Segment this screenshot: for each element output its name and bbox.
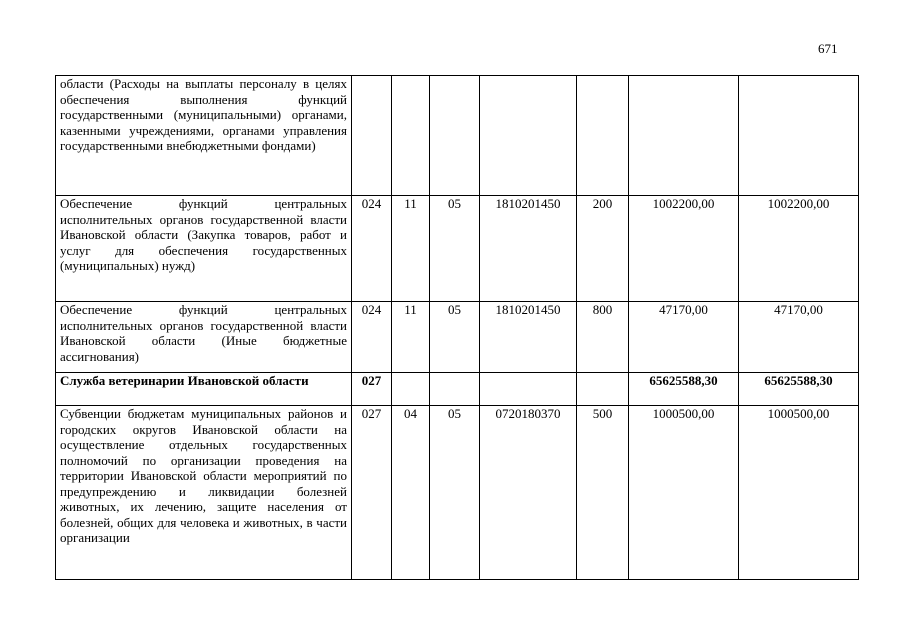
expense-type [577,76,629,196]
amount-year-1 [629,76,739,196]
section-code: 11 [392,196,430,302]
section-code: 04 [392,406,430,580]
expense-type: 500 [577,406,629,580]
budget-table [55,75,859,580]
section-code [392,76,430,196]
amount-year-2: 47170,00 [739,302,859,373]
expense-type: 800 [577,302,629,373]
subsection-code [430,76,480,196]
section-code: 11 [392,302,430,373]
amount-year-1: 47170,00 [629,302,739,373]
row-description: Служба ветеринарии Ивановской области [56,373,352,406]
table-row [56,76,859,196]
ministry-code: 027 [352,406,392,580]
target-article [480,76,577,196]
table-row [56,373,859,406]
subsection-code [430,373,480,406]
page-number: 671 [818,41,838,56]
amount-year-2: 1002200,00 [739,196,859,302]
amount-year-1: 65625588,30 [629,373,739,406]
target-article: 0720180370 [480,406,577,580]
row-description: области (Расходы на выплаты персоналу в целях обеспечения выполнения функций государственными (муниципальными) органами, казенными учреждениями, органами управления государственными внебюджетными фондами) [56,76,352,196]
table-row [56,406,859,580]
ministry-code: 027 [352,373,392,406]
ministry-code: 024 [352,302,392,373]
target-article: 1810201450 [480,196,577,302]
expense-type: 200 [577,196,629,302]
row-description: Обеспечение функций центральных исполнительных органов государственной власти Ивановской области (Закупка товаров, работ и услуг для обеспечения государственных (муниципальных) нужд) [56,196,352,302]
ministry-code: 024 [352,196,392,302]
amount-year-2: 65625588,30 [739,373,859,406]
table-row [56,196,859,302]
amount-year-2 [739,76,859,196]
row-description: Обеспечение функций центральных исполнительных органов государственной власти Ивановской области (Иные бюджетные ассигнования) [56,302,352,373]
subsection-code: 05 [430,196,480,302]
section-code [392,373,430,406]
ministry-code [352,76,392,196]
amount-year-1: 1000500,00 [629,406,739,580]
amount-year-2: 1000500,00 [739,406,859,580]
row-description: Субвенции бюджетам муниципальных районов и городских округов Ивановской области на осуществление отдельных государственных полномочий по организации проведения на территории Ивановской области мероприятий по предупреждению и ликвидации болезней животных, их лечению, защите населения от болезней, общих для человека и животных, в части организации [56,406,352,580]
amount-year-1: 1002200,00 [629,196,739,302]
target-article: 1810201450 [480,302,577,373]
target-article [480,373,577,406]
subsection-code: 05 [430,406,480,580]
table-row [56,302,859,373]
expense-type [577,373,629,406]
subsection-code: 05 [430,302,480,373]
